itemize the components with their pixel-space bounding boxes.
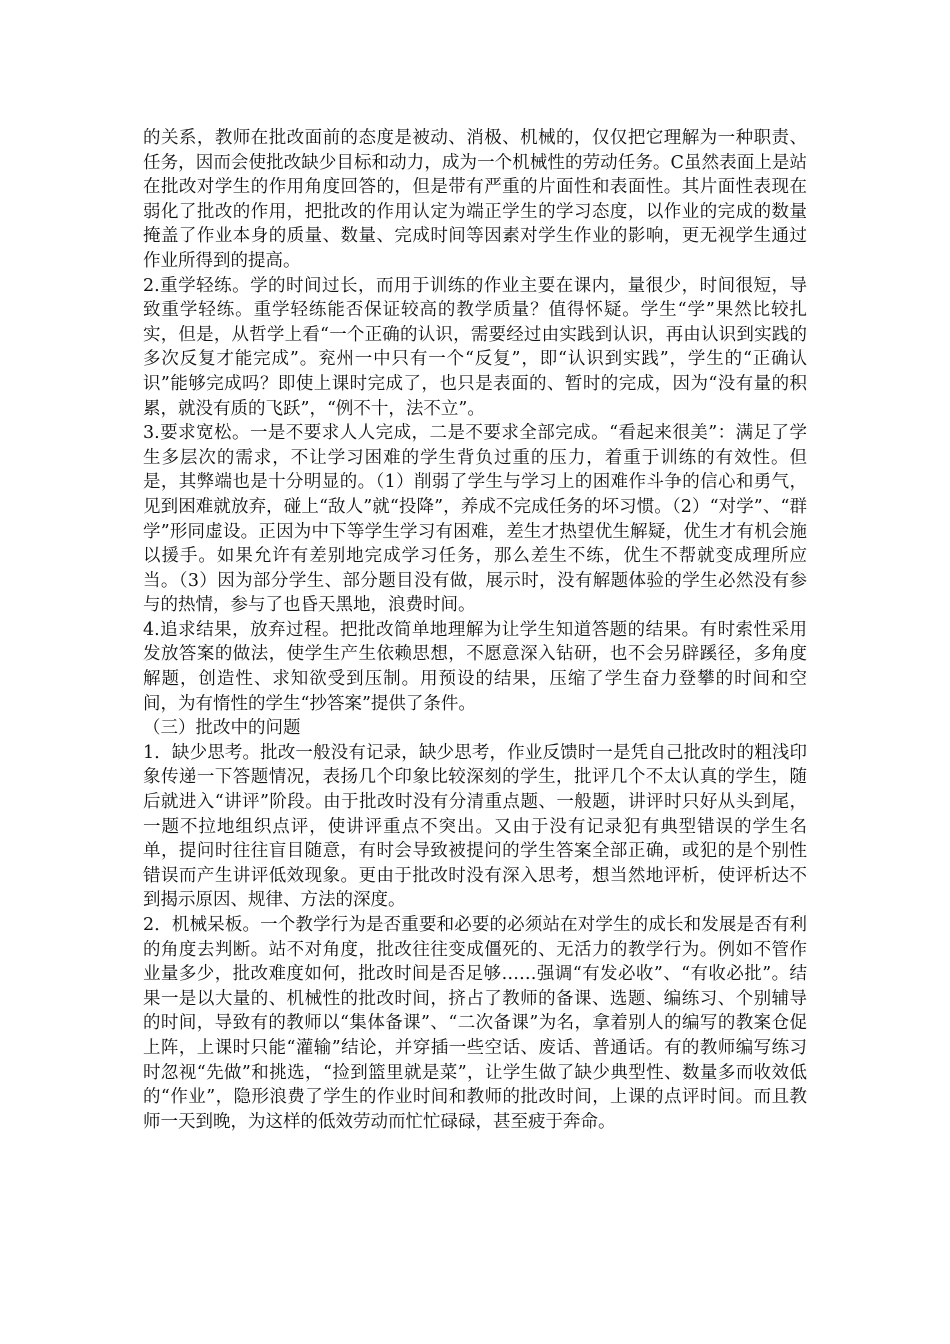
paragraph-problem-2: 2．机械呆板。一个教学行为是否重要和必要的必须站在对学生的成长和发展是否有利的角度去判断。站不对角度，批改往往变成僵死的、无活力的教学行为。例如不管作业量多少，批改难度如何，批改时间是否足够……强调“有发必收”、“有收必批”。结果一是以大量的、机械性的批改时间，挤占了教师的备课、选题、编练习、个别辅导的时间，导致有的教师以“集体备课”、“二次备课”为名，拿着别人的编写的教案仓促上阵，上课时只能“灌输”结论，并穿插一些空话、废话、普通话。有的教师编写练习时忽视“先做”和挑选，“捡到篮里就是菜”，让学生做了缺少典型性、数量多而收效低的“作业”，隐形浪费了学生的作业时间和教师的批改时间，上课的点评时间。而且教师一天到晚，为这样的低效劳动而忙忙碌碌，甚至疲于奔命。 — [143, 915, 807, 1132]
paragraph-point-3: 3.要求宽松。一是不要求人人完成，二是不要求全部完成。“看起来很美”：满足了学生多层次的需求，不让学习困难的学生背负过重的压力，着重于训练的有效性。但是，其弊端也是十分明显的。（1）削弱了学生与学习上的困难作斗争的信心和勇气，见到困难就放弃，碰上“敌人”就“投降”，养成不完成任务的坏习惯。（2）“对学”、“群学”形同虚设。正因为中下等学生学习有困难，差生才热望优生解疑，优生才有机会施以援手。如果允许有差别地完成学习任务，那么差生不练，优生不帮就变成理所应当。（3）因为部分学生、部分题目没有做，展示时，没有解题体验的学生必然没有参与的热情，参与了也昏天黑地，浪费时间。 — [143, 423, 807, 616]
document-body — [143, 126, 807, 1134]
section-heading: （三）批改中的问题 — [143, 718, 301, 739]
paragraph-point-2: 2.重学轻练。学的时间过长，而用于训练的作业主要在课内，量很少，时间很短，导致重学轻练。重学轻练能否保证较高的教学质量？值得怀疑。学生“学”果然比较扎实，但是，从哲学上看“一个正确的认识，需要经过由实践到认识，再由认识到实践的多次反复才能完成”。兖州一中只有一个“反复”，即“认识到实践”，学生的“正确认识”能够完成吗？即使上课时完成了，也只是表面的、暂时的完成，因为“没有量的积累，就没有质的飞跃”，“例不十，法不立”。 — [143, 275, 807, 419]
paragraph-point-4: 4.追求结果，放弃过程。把批改简单地理解为让学生知道答题的结果。有时索性采用发放答案的做法，使学生产生依赖思想，不愿意深入钻研，也不会另辟蹊径，多角度解题，创造性、求知欲受到压制。用预设的结果，压缩了学生奋力登攀的时间和空间，为有惰性的学生“抄答案”提供了条件。 — [143, 619, 807, 714]
paragraph-problem-1: 1．缺少思考。批改一般没有记录，缺少思考，作业反馈时一是凭自己批改时的粗浅印象传递一下答题情况，表扬几个印象比较深刻的学生，批评几个不太认真的学生，随后就进入“讲评”阶段。由于批改时没有分清重点题、一般题，讲评时只好从头到尾，一题不拉地组织点评，使讲评重点不突出。又由于没有记录犯有典型错误的学生名单，提问时往往盲目随意，有时会导致被提问的学生答案全部正确，或犯的是个别性错误而产生讲评低效现象。更由于批改时没有深入思考，想当然地评析，使评析达不到揭示原因、规律、方法的深度。 — [143, 742, 807, 911]
paragraph-intro: 的关系，教师在批改面前的态度是被动、消极、机械的，仅仅把它理解为一种职责、任务，因而会使批改缺少目标和动力，成为一个机械性的劳动任务。C虽然表面上是站在批改对学生的作用角度回答的，但是带有严重的片面性和表面性。其片面性表现在弱化了批改的作用，把批改的作用认定为端正学生的学习态度，以作业的完成的数量掩盖了作业本身的质量、数量、完成时间等因素对学生作业的影响，更无视学生通过作业所得到的提高。 — [143, 128, 807, 271]
